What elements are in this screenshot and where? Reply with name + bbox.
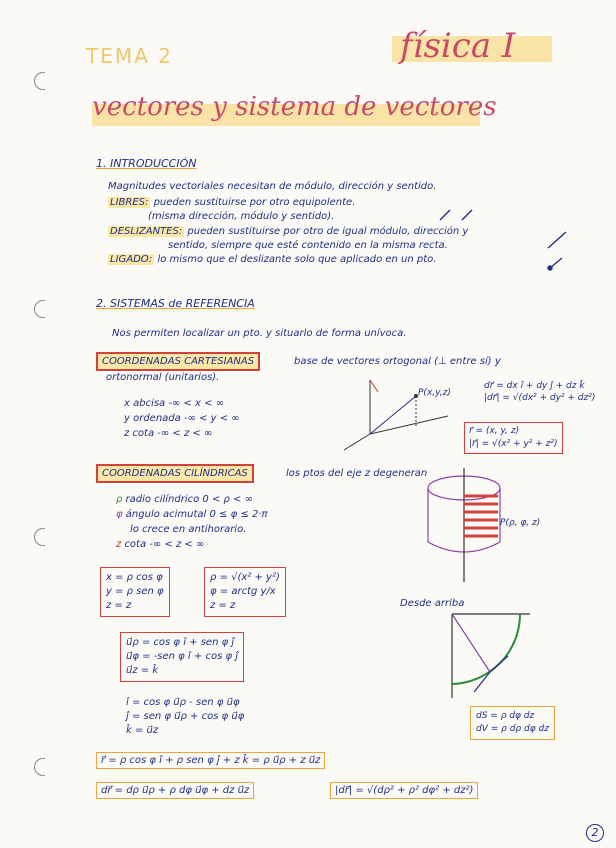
cil-point-label: P(ρ, φ, z) [500, 518, 541, 528]
sistemas-line: Nos permiten localizar un pto. y situarlo de forma unívoca. [112, 328, 407, 339]
ligado-label: LIGADO: [110, 254, 153, 265]
eq-dr: dr⃗ = dx î + dy ĵ + dz k̂ [484, 381, 585, 391]
deslizantes-row [108, 226, 468, 237]
deslizantes-sub: sentido, siempre que esté contenido en la misma recta. [168, 240, 448, 251]
cart-item-z: z cota -∞ < z < ∞ [124, 428, 213, 439]
libres-label: LIBRES: [110, 197, 149, 208]
section-heading-sistemas: 2. SISTEMAS de REFERENCIA [96, 297, 255, 310]
arrow-icon [462, 210, 472, 220]
rho-symbol: ρ [116, 494, 123, 505]
cil-cartesian-units: î = cos φ u⃗ρ - sen φ u⃗φ ĵ = sen φ u⃗ρ + cos φ u⃗φ k̂ = u⃗z [126, 697, 245, 736]
z-symbol: z [116, 539, 122, 550]
u-phi-vector [490, 656, 508, 672]
binder-hole [34, 300, 45, 318]
cilindricas-label: COORDENADAS CILÍNDRICAS [96, 464, 254, 483]
cart-r-box [464, 422, 563, 454]
cilindricas-text: los ptos del eje z degeneran [286, 468, 428, 479]
k-vector [370, 380, 378, 392]
cart-dr-equations [484, 380, 595, 404]
libres-text: pueden sustituirse por otro equipolente. [153, 197, 356, 208]
eq-r: r⃗ = (x, y, z) [469, 426, 520, 436]
cil-item-phi: φ ángulo acimutal 0 ≤ φ ≤ 2·π [116, 509, 268, 520]
cart-item-y: y ordenada -∞ < y < ∞ [124, 413, 240, 424]
vector-arrows-drawing [436, 202, 576, 272]
u-rho-vector [474, 672, 490, 692]
cil-unit-vectors-box: u⃗ρ = cos φ î + sen φ ĵ u⃗φ = -sen φ î + cos φ ĵ u⃗z = k̂ [120, 632, 244, 682]
intro-line: Magnitudes vectoriales necesitan de módulo, dirección y sentido. [108, 181, 437, 192]
cil-item-rho: ρ radio cilíndrico 0 < ρ < ∞ [116, 494, 253, 505]
eq-mod-r: |r⃗| = √(x² + y² + z²) [469, 439, 558, 449]
binder-hole [34, 72, 45, 90]
ligado-text: lo mismo que el deslizante solo que aplicado en un pto. [157, 254, 437, 265]
radius-line [452, 614, 490, 672]
subject-title: física I [400, 26, 516, 66]
cart-point-label: P(x,y,z) [418, 388, 451, 398]
rho-arc [452, 614, 520, 684]
section-heading-intro: 1. INTRODUCCIÓN [96, 157, 197, 170]
cil-mod-dr-equation: |dr⃗| = √(dρ² + ρ² dφ² + dz²) [330, 782, 478, 799]
page-number: 2 [586, 824, 604, 842]
cil-inverse-box: ρ = √(x² + y²) φ = arctg y/x z = z [204, 567, 286, 617]
deslizantes-label: DESLIZANTES: [110, 226, 183, 237]
topic-label: TEMA 2 [86, 44, 173, 68]
cartesian-axes-diagram [330, 374, 470, 454]
page-title: vectores y sistema de vectores [92, 92, 497, 122]
binder-hole [34, 528, 45, 546]
cil-xyz-box: x = ρ cos φ y = ρ sen φ z = z [100, 567, 170, 617]
cartesianas-text: base de vectores ortogonal (⊥ entre sí) y [294, 356, 501, 367]
cil-dr-equation: dr⃗ = dρ u⃗ρ + ρ dφ u⃗φ + dz u⃗z [96, 782, 254, 799]
deslizantes-text: pueden sustituirse por otro de igual módulo, dirección y [187, 226, 469, 237]
cartesianas-text-2: ortonormal (unitarios). [106, 372, 220, 383]
eq-mod-dr: |dr⃗| = √(dx² + dy² + dz²) [484, 393, 596, 403]
arrow-icon [548, 232, 566, 248]
ligado-row [108, 254, 436, 265]
cil-item-z: z cota -∞ < z < ∞ [116, 539, 205, 550]
cil-r-equation: r⃗ = ρ cos φ î + ρ sen φ ĵ + z k̂ = ρ u⃗ρ + z u⃗z [96, 752, 325, 769]
point-icon [548, 266, 552, 270]
cil-differential-box: dS = ρ dφ dz dV = ρ dρ dφ dz [470, 706, 555, 740]
y-axis [370, 416, 448, 434]
x-axis [344, 434, 370, 450]
phi-symbol: φ [116, 509, 123, 520]
binder-hole [34, 758, 45, 776]
libres-row [108, 197, 355, 208]
cil-item-note: lo crece en antihorario. [130, 524, 247, 535]
desde-arriba-label: Desde arriba [400, 598, 465, 609]
cart-item-x: x abcisa -∞ < x < ∞ [124, 398, 225, 409]
top-view-diagram [412, 608, 532, 700]
cartesianas-label: COORDENADAS CARTESIANAS [96, 352, 260, 371]
libres-sub: (misma dirección, módulo y sentido). [148, 211, 335, 222]
arrow-icon [440, 210, 450, 220]
